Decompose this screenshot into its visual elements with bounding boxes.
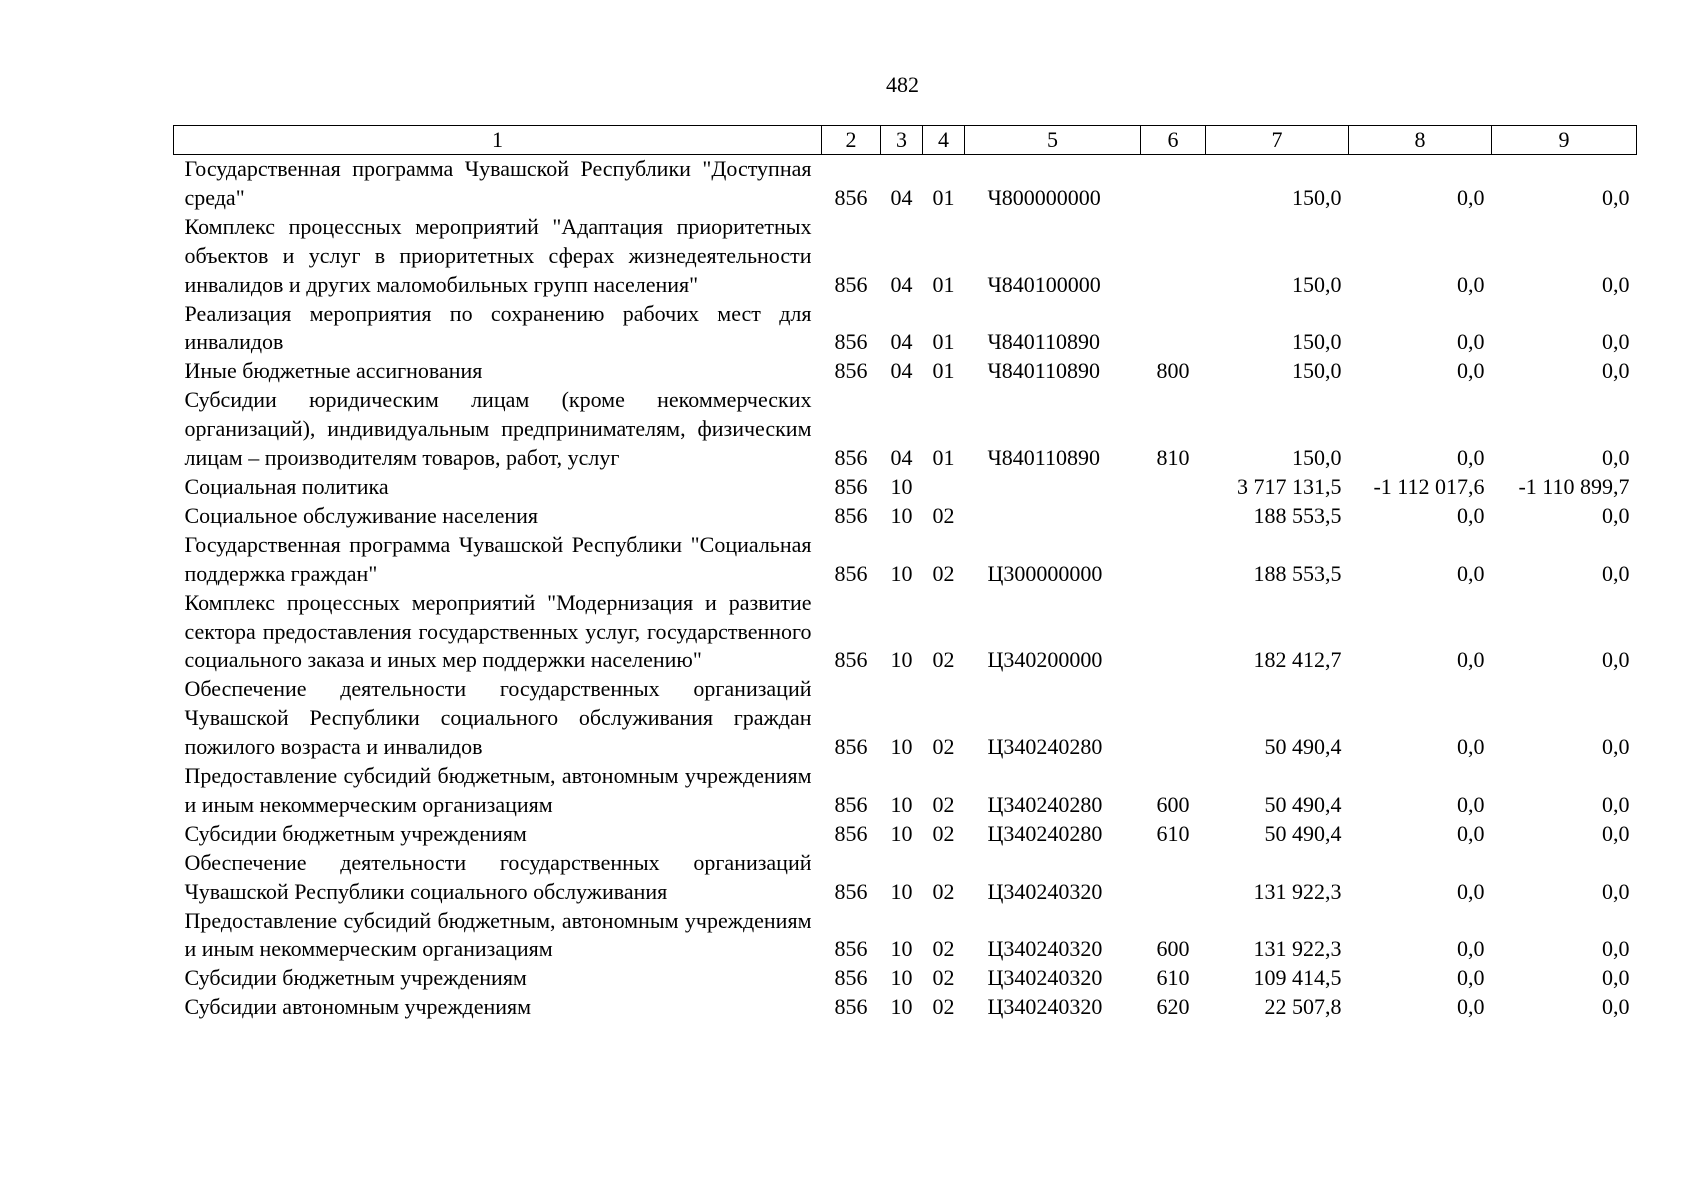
subsection-code: 02 (932, 502, 955, 528)
amount-col-9: 0,0 (1602, 820, 1630, 846)
table-row (174, 964, 1637, 993)
expense-type-code (1141, 155, 1206, 213)
subsection-code: 02 (932, 791, 955, 817)
amount-col-8: 0,0 (1457, 994, 1485, 1020)
amount-col-7: 150,0 (1292, 184, 1342, 210)
column-header: 3 (881, 126, 923, 155)
amount-col-9: 0,0 (1602, 994, 1630, 1020)
department-code: 856 (834, 473, 868, 499)
subsection-code: 02 (932, 878, 955, 904)
column-header: 7 (1206, 126, 1349, 155)
amount-col-8: 0,0 (1457, 358, 1485, 384)
amount-col-8: 0,0 (1457, 184, 1485, 210)
amount-col-8: 0,0 (1457, 647, 1485, 673)
section-code: 10 (890, 965, 913, 991)
section-code: 10 (890, 502, 913, 528)
target-article-code: Ц340240280 (987, 820, 1103, 846)
amount-col-7: 131 922,3 (1253, 878, 1342, 904)
amount-col-7: 131 922,3 (1253, 936, 1342, 962)
amount-col-9: 0,0 (1602, 445, 1630, 471)
department-code: 856 (834, 184, 868, 210)
amount-col-7: 182 412,7 (1253, 647, 1342, 673)
target-article-code: Ч800000000 (987, 184, 1101, 210)
amount-col-8: 0,0 (1457, 560, 1485, 586)
expense-type-code: 600 (1156, 791, 1190, 817)
amount-col-7: 50 490,4 (1264, 791, 1342, 817)
department-code: 856 (834, 271, 868, 297)
section-code: 10 (890, 936, 913, 962)
table-row (174, 993, 1637, 1022)
amount-col-9: 0,0 (1602, 358, 1630, 384)
amount-col-9: 0,0 (1602, 184, 1630, 210)
section-code: 04 (890, 445, 913, 471)
column-header: 6 (1141, 126, 1206, 155)
amount-col-7: 22 507,8 (1264, 994, 1342, 1020)
target-article-code: Ч840110890 (987, 329, 1100, 355)
table-row (174, 675, 1637, 762)
subsection-code: 02 (932, 560, 955, 586)
expense-type-code: 600 (1156, 936, 1190, 962)
subsection-code: 02 (932, 647, 955, 673)
department-code: 856 (834, 878, 868, 904)
department-code: 856 (834, 647, 868, 673)
row-name: Комплекс процессных мероприятий "Адаптация приоритетных объектов и услуг в приоритетных сферах жизнедеятельности инвалидов и других маломобильных групп населения" (184, 213, 812, 297)
amount-col-9: 0,0 (1602, 936, 1630, 962)
section-code: 10 (890, 791, 913, 817)
amount-col-7: 188 553,5 (1253, 560, 1342, 586)
table-row (174, 589, 1637, 676)
amount-col-9: 0,0 (1602, 647, 1630, 673)
department-code: 856 (834, 560, 868, 586)
amount-col-7: 109 414,5 (1253, 965, 1342, 991)
subsection-code: 02 (932, 994, 955, 1020)
amount-col-7: 150,0 (1292, 271, 1342, 297)
expense-type-code: 810 (1156, 445, 1190, 471)
target-article-code: Ц340240320 (987, 936, 1103, 962)
amount-col-8: 0,0 (1457, 271, 1485, 297)
expense-type-code (1141, 849, 1206, 907)
amount-col-7: 150,0 (1292, 329, 1342, 355)
table-row (174, 357, 1637, 386)
amount-col-9: 0,0 (1602, 965, 1630, 991)
subsection-code: 01 (932, 445, 955, 471)
row-name: Субсидии бюджетным учреждениям (184, 820, 527, 846)
expense-type-code: 620 (1156, 994, 1190, 1020)
row-name: Обеспечение деятельности государственных организаций Чувашской Республики социального обслуживания (184, 849, 812, 904)
column-header: 5 (965, 126, 1141, 155)
expense-type-code (1141, 675, 1206, 762)
amount-col-8: 0,0 (1457, 965, 1485, 991)
expense-type-code (1141, 531, 1206, 589)
table-row (174, 155, 1637, 213)
target-article-code: Ц340240280 (987, 791, 1103, 817)
row-name: Субсидии юридическим лицам (кроме некоммерческих организаций), индивидуальным предпринимателям, физическим лицам – производителям товаров, работ, услуг (184, 387, 812, 471)
column-number-header (174, 126, 1637, 155)
table-row (174, 531, 1637, 589)
section-code: 04 (890, 358, 913, 384)
row-name: Предоставление субсидий бюджетным, автономным учреждениям и иным некоммерческим организациям (184, 763, 812, 817)
amount-col-9: 0,0 (1602, 734, 1630, 760)
amount-col-8: 0,0 (1457, 936, 1485, 962)
section-code: 10 (890, 994, 913, 1020)
expense-type-code (1141, 473, 1206, 502)
amount-col-8: 0,0 (1457, 734, 1485, 760)
amount-col-8: 0,0 (1457, 502, 1485, 528)
row-name: Социальная политика (184, 473, 389, 499)
department-code: 856 (834, 791, 868, 817)
amount-col-8: 0,0 (1457, 820, 1485, 846)
amount-col-9: 0,0 (1602, 878, 1630, 904)
target-article-code: Ц300000000 (987, 560, 1103, 586)
amount-col-7: 150,0 (1292, 445, 1342, 471)
subsection-code: 01 (932, 358, 955, 384)
section-code: 04 (890, 184, 913, 210)
amount-col-9: 0,0 (1602, 502, 1630, 528)
amount-col-8: -1 112 017,6 (1373, 473, 1485, 499)
table-row (174, 820, 1637, 849)
target-article-code: Ц340200000 (987, 647, 1103, 673)
amount-col-7: 150,0 (1292, 358, 1342, 384)
column-header: 2 (822, 126, 881, 155)
row-name: Государственная программа Чувашской Республики "Социальная поддержка граждан" (184, 531, 812, 586)
amount-col-7: 3 717 131,5 (1237, 473, 1342, 499)
row-name: Обеспечение деятельности государственных организаций Чувашской Республики социального обслуживания граждан пожилого возраста и инвалидов (184, 676, 812, 760)
amount-col-9: 0,0 (1602, 560, 1630, 586)
section-code: 10 (890, 734, 913, 760)
column-header: 8 (1349, 126, 1492, 155)
row-name: Социальное обслуживание населения (184, 502, 539, 528)
budget-table (173, 125, 1637, 1022)
expense-type-code: 610 (1156, 820, 1190, 846)
amount-col-7: 50 490,4 (1264, 820, 1342, 846)
target-article-code: Ч840110890 (987, 445, 1100, 471)
table-row (174, 213, 1637, 300)
subsection-code: 02 (932, 820, 955, 846)
expense-type-code: 800 (1156, 358, 1190, 384)
row-name: Субсидии автономным учреждениям (184, 994, 532, 1020)
expense-type-code (1141, 502, 1206, 531)
table-row (174, 300, 1637, 358)
department-code: 856 (834, 358, 868, 384)
section-code: 04 (890, 271, 913, 297)
expense-type-code (1141, 300, 1206, 358)
expense-type-code (1141, 213, 1206, 300)
department-code: 856 (834, 502, 868, 528)
subsection-code: 01 (932, 271, 955, 297)
expense-type-code: 610 (1156, 965, 1190, 991)
department-code: 856 (834, 734, 868, 760)
amount-col-8: 0,0 (1457, 791, 1485, 817)
department-code: 856 (834, 329, 868, 355)
amount-col-7: 188 553,5 (1253, 502, 1342, 528)
target-article-code: Ц340240320 (987, 994, 1103, 1020)
row-name: Комплекс процессных мероприятий "Модернизация и развитие сектора предоставления государственных услуг, государственного социального заказа и иных мер поддержки населению" (184, 589, 812, 673)
amount-col-8: 0,0 (1457, 329, 1485, 355)
table-row (174, 502, 1637, 531)
amount-col-9: 0,0 (1602, 271, 1630, 297)
column-header: 1 (174, 126, 822, 155)
amount-col-9: 0,0 (1602, 791, 1630, 817)
department-code: 856 (834, 965, 868, 991)
row-name: Предоставление субсидий бюджетным, автономным учреждениям и иным некоммерческим организациям (184, 907, 812, 962)
table-row (174, 907, 1637, 965)
target-article-code: Ц340240320 (987, 965, 1103, 991)
amount-col-8: 0,0 (1457, 878, 1485, 904)
table-row (174, 849, 1637, 907)
target-article-code (965, 473, 1141, 502)
section-code: 10 (890, 820, 913, 846)
amount-col-9: 0,0 (1602, 329, 1630, 355)
department-code: 856 (834, 445, 868, 471)
row-name: Иные бюджетные ассигнования (184, 358, 483, 384)
target-article-code: Ч840110890 (987, 358, 1100, 384)
target-article-code (965, 502, 1141, 531)
expense-type-code (1141, 589, 1206, 676)
table-row (174, 762, 1637, 820)
target-article-code: Ц340240280 (987, 734, 1103, 760)
department-code: 856 (834, 820, 868, 846)
column-header: 4 (923, 126, 965, 155)
department-code: 856 (834, 936, 868, 962)
section-code: 10 (890, 560, 913, 586)
row-name: Государственная программа Чувашской Республики "Доступная среда" (184, 156, 812, 210)
subsection-code: 02 (932, 936, 955, 962)
subsection-code: 01 (932, 184, 955, 210)
section-code: 10 (890, 647, 913, 673)
section-code: 10 (890, 473, 913, 499)
column-header: 9 (1492, 126, 1637, 155)
row-name: Субсидии бюджетным учреждениям (184, 965, 527, 991)
section-code: 04 (890, 329, 913, 355)
subsection-code (923, 473, 965, 502)
table-row (174, 473, 1637, 502)
subsection-code: 02 (932, 965, 955, 991)
row-name: Реализация мероприятия по сохранению рабочих мест для инвалидов (184, 300, 812, 355)
page-number: 482 (886, 72, 919, 97)
table-row (174, 386, 1637, 473)
target-article-code: Ч840100000 (987, 271, 1101, 297)
amount-col-7: 50 490,4 (1264, 734, 1342, 760)
subsection-code: 02 (932, 734, 955, 760)
amount-col-9: -1 110 899,7 (1518, 473, 1630, 499)
department-code: 856 (834, 994, 868, 1020)
section-code: 10 (890, 878, 913, 904)
subsection-code: 01 (932, 329, 955, 355)
target-article-code: Ц340240320 (987, 878, 1103, 904)
amount-col-8: 0,0 (1457, 445, 1485, 471)
